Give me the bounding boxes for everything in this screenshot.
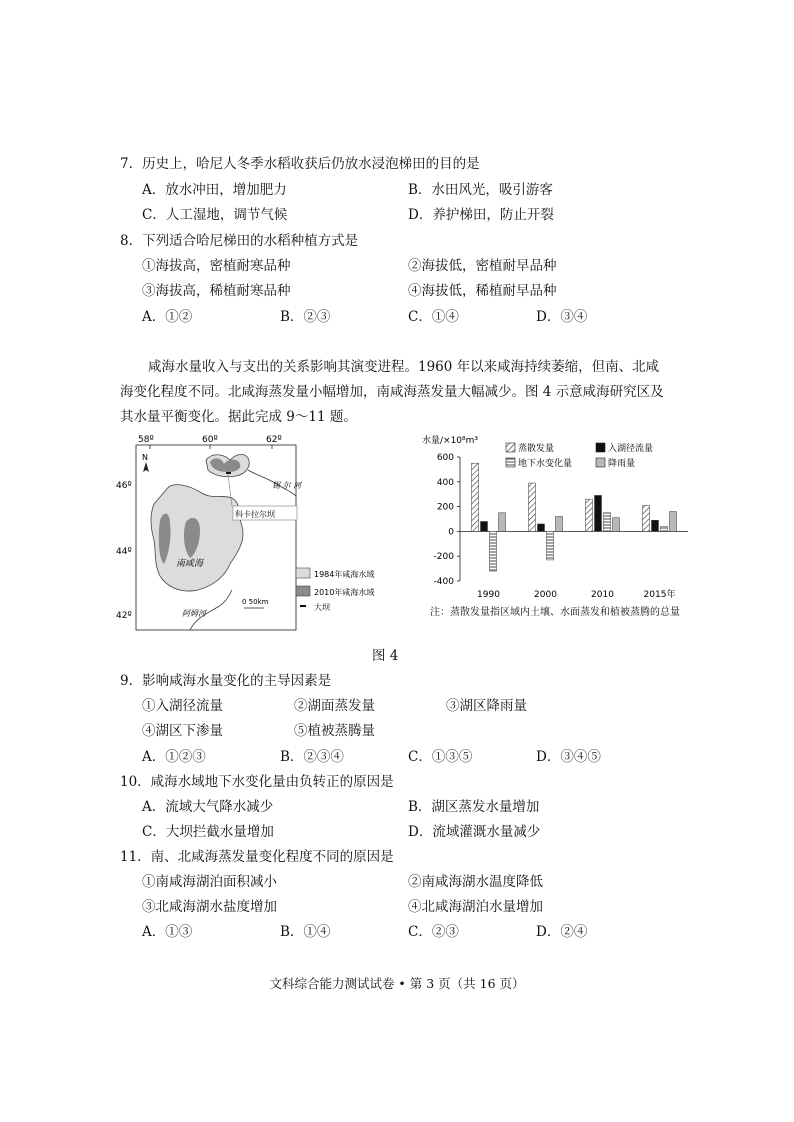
legend-2010: 2010年咸海水域 [314, 588, 375, 597]
lat-label-46: 46º [116, 481, 132, 491]
bar-0-3 [499, 513, 506, 532]
bar-3-2 [661, 526, 668, 531]
q9-option-d: D．③④⑤ [536, 749, 601, 765]
figure-label: 图 4 [372, 648, 399, 664]
q8-item-4: ④海拔低，稀植耐早品种 [408, 283, 557, 299]
q10-option-d: D．流域灌溉水量减少 [408, 824, 541, 840]
north-arrow [142, 453, 149, 472]
q11-item-1: ①南咸海湖泊面积减小 [142, 874, 277, 890]
dam-name-label: 科卡拉尔坝 [235, 510, 275, 519]
q10-option-b: B．湖区蒸发水量增加 [408, 799, 540, 815]
scale-label: 0 50km [242, 598, 269, 606]
q9-item-2: ②湖面蒸发量 [294, 698, 375, 714]
x-tick-label: 2010 [591, 590, 614, 600]
q8-option-a: A．①② [142, 309, 193, 325]
q7-stem: 7．历史上，哈尼人冬季水稻收获后仍放水浸泡梯田的目的是 [120, 156, 480, 172]
bar-3-0 [643, 505, 650, 531]
q8-item-1: ①海拔高，密植耐寒品种 [142, 258, 291, 274]
q11-option-a: A．①③ [142, 924, 193, 940]
q11-option-c: C．②③ [408, 924, 459, 940]
bar-2-3 [613, 518, 620, 532]
bar-3-1 [652, 520, 659, 531]
q9-item-4: ④湖区下渗量 [142, 723, 223, 739]
y-tick-label: 200 [436, 502, 454, 513]
legend-swatch-2010 [296, 586, 310, 596]
q8-item-3: ③海拔高，稀植耐寒品种 [142, 283, 291, 299]
bar-0-2 [490, 531, 497, 571]
south-aral-label: 南咸海 [176, 559, 204, 569]
passage-line-2: 海变化程度不同。北咸海蒸发量小幅增加，南咸海蒸发量大幅减少。图 4 示意咸海研究区及 [120, 384, 664, 400]
lon-label-58: 58º [138, 435, 154, 445]
q9-option-b: B．②③④ [280, 749, 344, 765]
q9-item-3: ③湖区降雨量 [446, 698, 527, 714]
legend-swatch [596, 458, 605, 467]
q8-option-d: D．③④ [536, 309, 588, 325]
lon-label-60: 60º [202, 435, 218, 445]
passage-line-1: 咸海水量收入与支出的关系影响其演变进程。1960 年以来咸海持续萎缩，但南、北咸 [148, 359, 660, 375]
x-tick-label: 2015年 [643, 590, 676, 600]
legend-dam: 大坝 [314, 603, 330, 612]
bar-1-0 [529, 483, 536, 531]
q8-stem: 8．下列适合哈尼梯田的水稻种植方式是 [120, 233, 359, 249]
q8-item-2: ②海拔低，密植耐早品种 [408, 258, 557, 274]
q8-option-c: C．①④ [408, 309, 459, 325]
legend-swatch-1984 [296, 568, 310, 578]
q8-option-b: B．②③ [280, 309, 331, 325]
syr-river-label: 锡 尔 河 [272, 481, 302, 490]
passage-line-3: 其水量平衡变化。据此完成 9～11 题。 [120, 409, 357, 425]
svg-text:N: N [142, 453, 148, 462]
legend-label: 入湖径流量 [608, 444, 654, 454]
y-tick-label: -200 [433, 552, 454, 563]
q10-stem: 10．咸海水域地下水变化量由负转正的原因是 [120, 774, 394, 790]
lat-label-44: 44º [116, 547, 132, 557]
lon-label-62: 62º [266, 435, 282, 445]
lat-label-42: 42º [116, 611, 132, 621]
q11-item-2: ②南咸海湖水温度降低 [408, 874, 543, 890]
dam-marker [226, 472, 231, 474]
q11-stem: 11．南、北咸海蒸发量变化程度不同的原因是 [120, 849, 394, 865]
aral-sea-map [116, 430, 420, 630]
bar-1-2 [547, 531, 554, 560]
q11-option-d: D．②④ [536, 924, 588, 940]
q11-option-b: B．①④ [280, 924, 331, 940]
bar-2-2 [604, 513, 611, 532]
chart-note: 注：蒸散发量指区域内土壤、水面蒸发和植被蒸腾的总量 [430, 607, 680, 618]
q7-option-b: B．水田风光，吸引游客 [408, 182, 553, 198]
q11-item-3: ③北咸海湖水盐度增加 [142, 899, 277, 915]
legend-label: 蒸散发量 [518, 444, 555, 454]
bar-0-1 [481, 521, 488, 531]
q10-option-c: C．大坝拦截水量增加 [142, 824, 274, 840]
amu-river-label: 阿姆河 [182, 609, 206, 618]
q7-option-d: D．养护梯田，防止开裂 [408, 207, 554, 223]
chart-ylabel: 水量/×10⁸m³ [422, 436, 479, 446]
q9-option-c: C．①③⑤ [408, 749, 473, 765]
legend-swatch [506, 443, 515, 452]
y-tick-label: 600 [436, 453, 454, 463]
bar-3-3 [670, 512, 677, 532]
legend-swatch-dam [300, 605, 306, 607]
q7-option-a: A．放水冲田，增加肥力 [142, 182, 287, 198]
y-tick-label: 0 [448, 527, 454, 538]
bar-0-0 [472, 463, 479, 531]
q11-item-4: ④北咸海湖泊水量增加 [408, 899, 543, 915]
page-footer: 文科综合能力测试试卷 • 第 3 页（共 16 页） [269, 976, 525, 991]
q9-stem: 9．影响咸海水量变化的主导因素是 [120, 673, 332, 689]
legend-swatch [506, 458, 515, 467]
x-tick-label: 2000 [534, 590, 557, 600]
legend-label: 降雨量 [608, 459, 636, 469]
bar-2-0 [586, 499, 593, 531]
bar-2-1 [595, 495, 602, 531]
passage [120, 355, 680, 430]
y-tick-label: -400 [433, 577, 454, 587]
q7-option-c: C．人工湿地，调节气候 [142, 207, 288, 223]
legend-label: 地下水变化量 [518, 459, 573, 469]
legend-swatch [596, 443, 605, 452]
q9-option-a: A．①②③ [142, 749, 206, 765]
q9-item-1: ①入湖径流量 [142, 698, 223, 714]
x-tick-label: 1990 [477, 590, 500, 600]
y-tick-label: 400 [436, 477, 454, 488]
bar-1-1 [538, 524, 545, 531]
bar-1-3 [556, 517, 563, 532]
q9-item-5: ⑤植被蒸腾量 [294, 723, 375, 739]
legend-1984: 1984年咸海水域 [314, 570, 375, 579]
q10-option-a: A．流域大气降水减少 [142, 799, 274, 815]
